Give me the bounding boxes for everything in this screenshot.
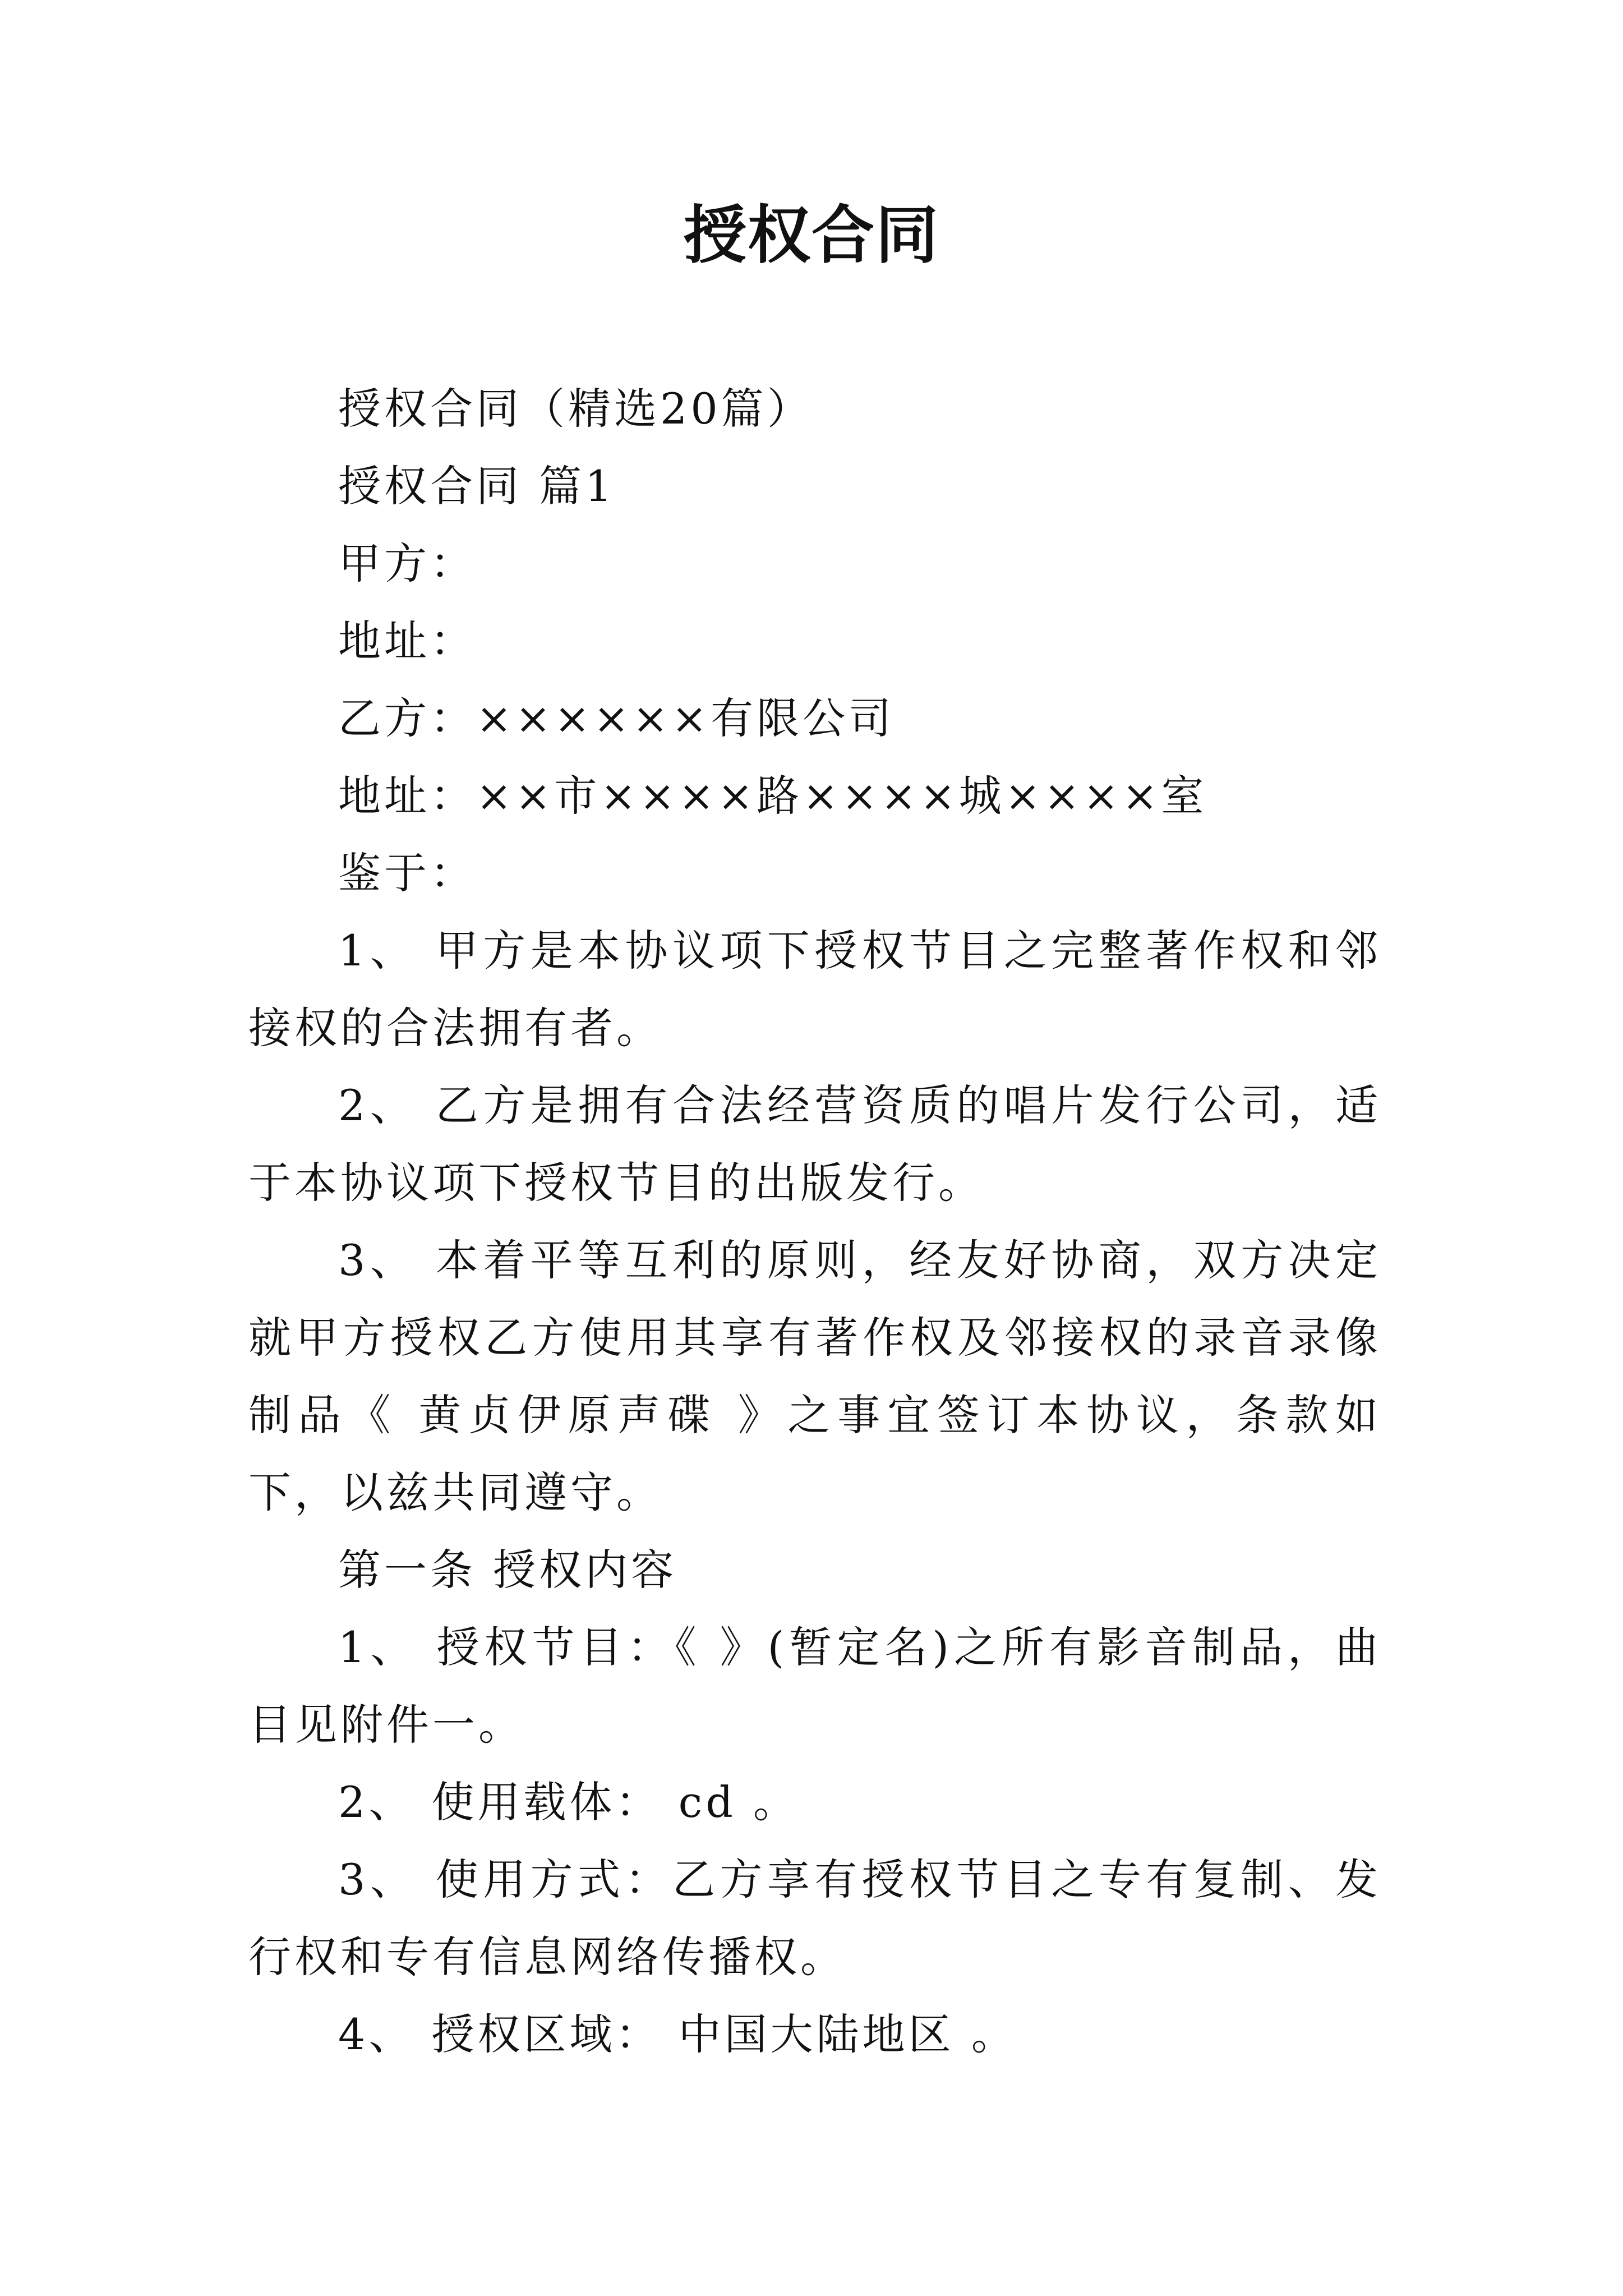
paragraph-clause-2: 2、 使用载体： cd 。 — [338, 1777, 800, 1827]
paragraph-recital-3: 3、 本着平等互利的原则，经友好协商，双方决定就甲方授权乙方使用其享有著作权及邻接权的录音录像制品《 黄贞伊原声碟 》之事宜签订本协议，条款如下，以兹共同遵守。 — [248, 1235, 1381, 1517]
paragraph-collection-title: 授权合同（精选20篇） — [338, 384, 813, 434]
paragraph-party-b: 乙方：××××××有限公司 — [338, 693, 895, 743]
paragraph-party-a-address: 地址： — [338, 616, 476, 666]
paragraph-section-heading: 授权合同 篇1 — [338, 461, 616, 511]
paragraph-clause-4: 4、 授权区域： 中国大陆地区 。 — [338, 2009, 1017, 2059]
paragraph-recital-1: 1、 甲方是本协议项下授权节目之完整著作权和邻接权的合法拥有者。 — [248, 926, 1381, 1053]
paragraph-whereas: 鉴于： — [338, 848, 476, 898]
paragraph-article-1-heading: 第一条 授权内容 — [338, 1545, 677, 1595]
paragraph-recital-2: 2、 乙方是拥有合法经营资质的唱片发行公司，适于本协议项下授权节目的出版发行。 — [248, 1080, 1381, 1208]
paragraph-clause-1: 1、 授权节目：《 》(暂定名)之所有影音制品，曲目见附件一。 — [248, 1622, 1381, 1750]
document-title: 授权合同 — [684, 199, 939, 272]
paragraph-party-b-address: 地址：××市××××路××××城××××室 — [338, 771, 1207, 821]
paragraph-party-a: 甲方： — [338, 539, 476, 588]
document-body — [248, 370, 1381, 2073]
paragraph-clause-3: 3、 使用方式：乙方享有授权节目之专有复制、发行权和专有信息网络传播权。 — [248, 1855, 1381, 1982]
